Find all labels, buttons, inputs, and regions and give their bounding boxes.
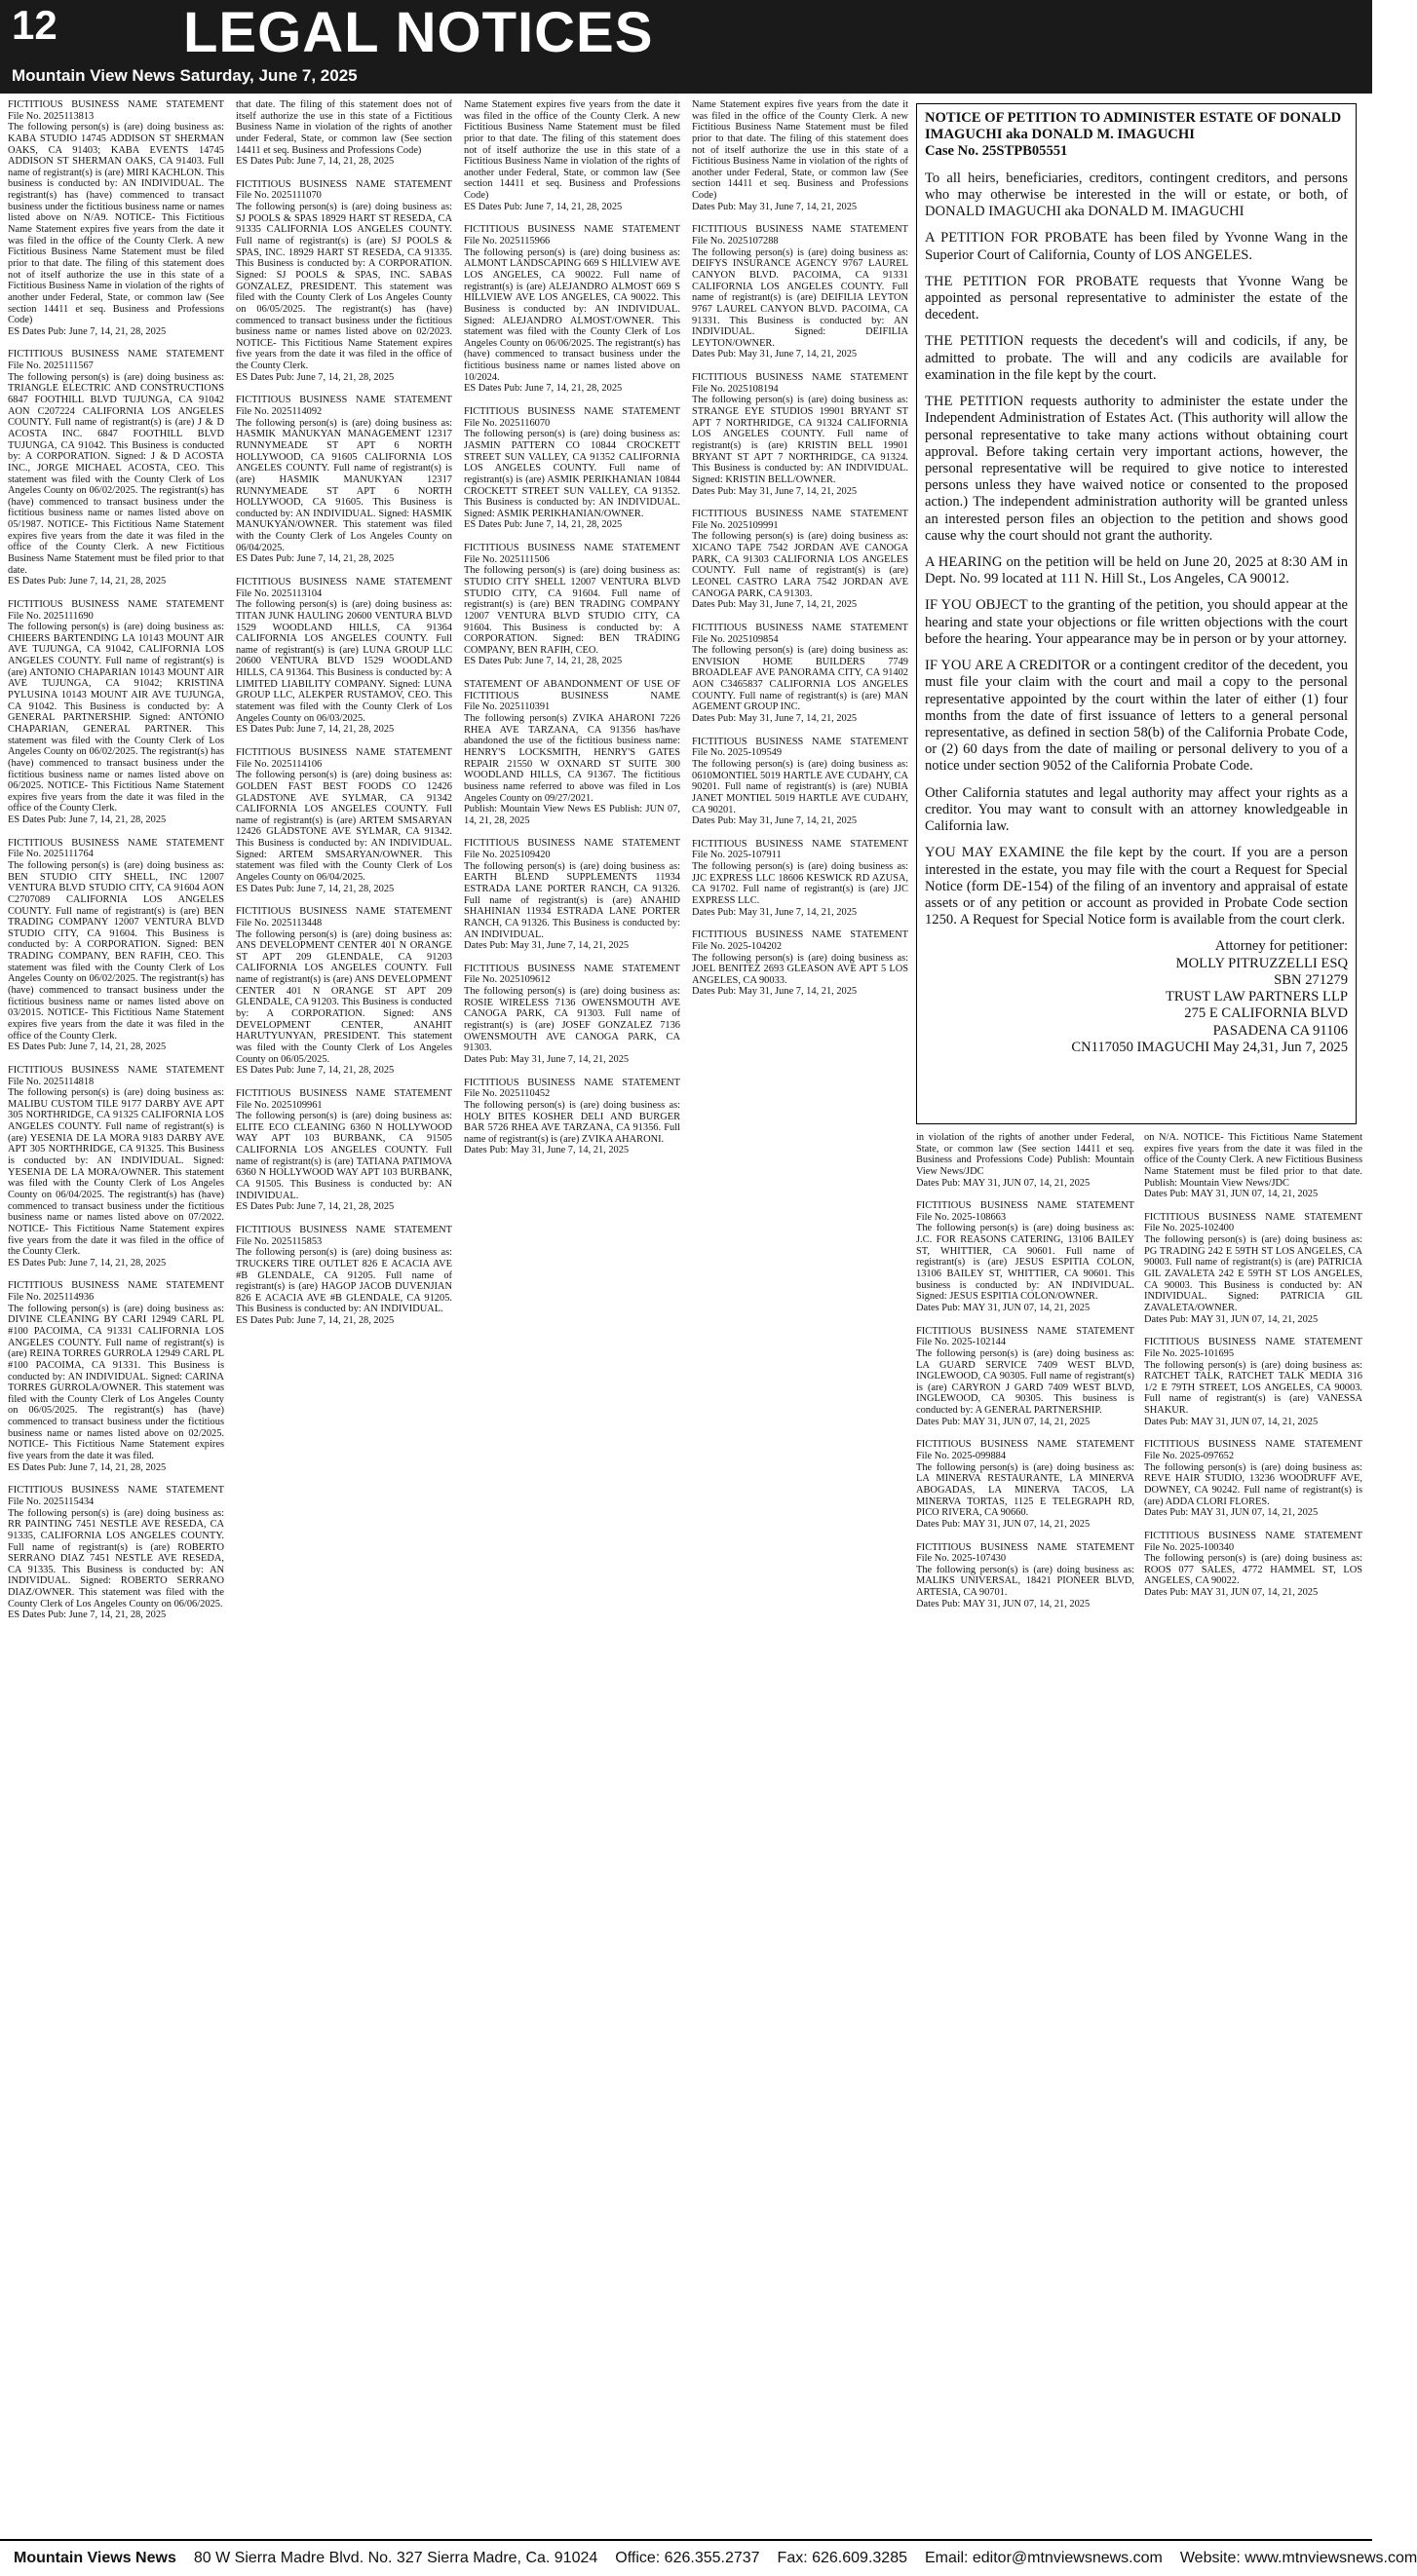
legal-notice [692,372,908,497]
notice-heading: FICTITIOUS BUSINESS NAME STATEMENT [692,838,908,850]
notice-body: Name Statement expires five years from the date it was filed in the office of the County Clerk. A new Fictitious Business Name Statement must be filed prior to that date. The filing of this statement does not of itself authorize the use in this state of a Fictitious Business Name in violation of the rights of another under Federal, State, or common law (See section 14411 et seq. Business and Professions Code) [464,99,680,202]
notice-body: The following person(s) is (are) doing business as: BEN STUDIO CITY SHELL, INC 12007 VENTURA BLVD STUDIO CITY, CA 91604 AON C2707089 CALIFORNIA LOS ANGELES COUNTY. Full name of registrant(s) is (are) BEN TRADING COMPANY 12007 VENTURA BLVD STUDIO CITY, CA 91604. This Business is conducted by: A CORPORATION. Signed: BEN TRADING COMPANY, BEN RAFIH, CEO. This statement was filed with the County Clerk of Los Angeles County on 06/02/2025. The registrant(s) has (have) commenced to transact business under the fictitious business name or names listed above on 03/2015. NOTICE- This Fictitious Name Statement expires five years from the date it was filed in the office of the County Clerk. [8,860,224,1042]
legal-notice [916,1200,1134,1313]
lower-notice-column-1 [916,1132,1134,2535]
legal-notice [236,99,452,168]
notice-publication-dates: Dates Pub: MAY 31, JUN 07, 14, 21, 2025 [916,1177,1091,1189]
notice-publication-dates: ES Dates Pub: June 7, 14, 21, 28, 2025 [8,814,167,826]
notice-file-number: File No. 2025-099884 [916,1451,1007,1462]
notice-publication-dates: Dates Pub: MAY 31, JUN 07, 14, 21, 2025 [1144,1507,1319,1519]
legal-notice [1144,1212,1362,1325]
notice-heading: FICTITIOUS BUSINESS NAME STATEMENT [8,1280,224,1292]
notice-body: The following person(s) is (are) doing business as: ROSIE WIRELESS 7136 OWENSMOUTH AVE CANOGA PARK, CA 91303. Full name of registrant(s) is (are) JOSEF GONZALEZ 7136 OWENSMOUTH AVE CANOGA PARK, CA 91303. [464,986,680,1054]
notice-heading: FICTITIOUS BUSINESS NAME STATEMENT [236,906,452,918]
notice-heading: FICTITIOUS BUSINESS NAME STATEMENT [8,1485,224,1496]
legal-notice [692,509,908,611]
notice-file-number: File No. 2025114936 [8,1292,95,1304]
notice-file-number: File No. 2025111506 [464,553,550,565]
notice-heading: STATEMENT OF ABANDONMENT OF USE OF FICTITIOUS BUSINESS NAME [464,679,680,701]
footer-website: Website: www.mtnviewsnews.com [1179,2550,1417,2566]
notice-body: The following person(s) is (are) doing business as: ANS DEVELOPMENT CENTER 401 N ORANGE ST APT 209 GLENDALE, CA 91203 CALIFORNIA LOS ANGELES COUNTY. Full name of registrant(s) is (are) ANS DEVELOPMENT CENTER 401 N ORANGE ST APT 209 GLENDALE, CA 91203. This Business is conducted by: A CORPORATION. Signed: ANS DEVELOPMENT CENTER, ANAHIT HARUTYUNYAN, PRESIDENT. This statement was filed with the County Clerk of Los Angeles County on 06/05/2025. [236,928,452,1065]
notice-publication-dates: ES Dates Pub: June 7, 14, 21, 28, 2025 [464,519,623,531]
notice-body: The following person(s) is (are) doing business as: TRUCKERS TIRE OUTLET 826 E ACACIA AVE #B GLENDALE, CA 91205. Full name of registrant(s) is (are) HAGOP JACOB DUVENJIAN 826 E ACACIA AVE #B GLENDALE, CA 91205. This Business is conducted by: AN INDIVIDUAL. [236,1247,452,1315]
legal-notice [916,1326,1134,1428]
notice-publication-dates: ES Dates Pub: June 7, 14, 21, 28, 2025 [464,201,623,212]
legal-notice [8,349,224,587]
probate-paragraph: YOU MAY EXAMINE the file kept by the court. If you are a person interested in the estate, you may file with the court a Request for Special Notice (form DE-154) of the filing of an inventory and appraisal of estate assets or of any petition or account as provided in Probate Code section 1250. A Request for Special Notice form is available from the court clerk. [925,845,1348,928]
legal-notice [916,1132,1134,1189]
probate-paragraph: IF YOU OBJECT to the granting of the petition, you should appear at the hearing and state your objections or file written objections with the court before the hearing. Your appearance may be in person or by your attorney. [925,597,1348,647]
notice-file-number: File No. 2025110452 [464,1088,551,1100]
legal-notice [692,737,908,827]
notice-file-number: File No. 2025108194 [692,383,779,395]
notice-file-number: File No. 2025-101695 [1144,1347,1235,1359]
notice-publication-dates: Dates Pub: May 31, June 7, 14, 21, 2025 [692,815,858,827]
notice-file-number: File No. 2025109991 [692,519,779,531]
notice-file-number: File No. 2025-107911 [692,850,782,861]
notice-publication-dates: ES Dates Pub: June 7, 14, 21, 28, 2025 [236,724,395,736]
notice-file-number: File No. 2025113104 [236,587,323,599]
notice-file-number: File No. 2025111070 [236,190,322,202]
lower-notice-column-2 [1144,1132,1362,2535]
notice-publication-dates: Dates Pub: MAY 31, JUN 07, 14, 21, 2025 [916,1518,1091,1530]
legal-notice [464,838,680,951]
notice-heading: FICTITIOUS BUSINESS NAME STATEMENT [236,1087,452,1099]
notice-file-number: File No. 2025-097652 [1144,1451,1235,1462]
notice-column-4 [692,99,908,2539]
notice-file-number: File No. 2025109612 [464,974,551,986]
legal-notice [8,1065,224,1269]
notice-file-number: File No. 2025-100340 [1144,1541,1235,1553]
notice-body: The following person(s) is (are) doing business as: JASMIN PATTERN CO 10844 CROCKETT STREET SUN VALLEY, CA 91352 CALIFORNIA LOS ANGELES COUNTY. Full name of registrant(s) is (are) ASMIK PERIKHANIAN 10844 CROCKETT STREET SUN VALLEY, CA 91352. This Business is conducted by: AN INDIVIDUAL. Signed: ASMIK PERIKHANIAN/OWNER. [464,429,680,519]
notice-body: Name Statement expires five years from the date it was filed in the office of the County Clerk. A new Fictitious Business Name Statement must be filed prior to that date. The filing of this statement does not of itself authorize the use in this state of a Fictitious Business Name in violation of the rights of another under Federal, State, or common law (See section 14411 et seq. Business and Professions Code) [692,99,908,202]
notice-publication-dates: Dates Pub: May 31, June 7, 14, 21, 2025 [692,485,858,497]
legal-notice [8,1280,224,1473]
legal-notice [1144,1439,1362,1518]
notice-body: The following person(s) is (are) doing business as: DIVINE CLEANING BY CARI 12949 CARL PL #100 PACOIMA, CA 91331 CALIFORNIA LOS ANGELES COUNTY. Full name of registrant(s) is (are) REINA TORRES GURROLA 12949 CARL PL #100 PACOIMA, CA 91331. This Business is conducted by: AN INDIVIDUAL. Signed: CARINA TORRES GURROLA/OWNER. This statement was filed with the County Clerk of Los Angeles County on 06/05/2025. The registrant(s) has (have) commenced to transact business under the fictitious business name or names listed above on 02/2025. NOTICE- This Fictitious Name Statement expires five years from the date it was filed. [8,1303,224,1462]
probate-paragraph: A HEARING on the petition will be held on June 20, 2025 at 8:30 AM in Dept. No. 99 located at 111 N. Hill St., Los Angeles, CA 90012. [925,554,1348,587]
notice-body: The following person(s) is (are) doing business as: LA GUARD SERVICE 7409 WEST BLVD, INGLEWOOD, CA 90305. Full name of registrant(s) is (are) CARYRON J GARD 7409 WEST BLVD, INGLEWOOD, CA 90305. This business is conducted by: A GENERAL PARTNERSHIP. [916,1347,1134,1417]
probate-paragraph: THE PETITION requests the decedent's will and codicils, if any, be admitted to probate. The will and any codicils are available for examination in the file kept by the court. [925,333,1348,383]
legal-notice [8,599,224,826]
probate-case-number: Case No. 25STPB05551 [925,143,1068,160]
legal-notice [692,99,908,212]
notice-file-number: File No. 2025-104202 [692,940,783,952]
page-number: 12 [12,2,57,48]
notice-body: The following person(s) is (are) doing business as: MALIBU CUSTOM TILE 9177 DARBY AVE APT 305 NORTHRIDGE, CA 91325 CALIFORNIA LOS ANGELES COUNTY. Full name of registrant(s) is (are) YESENIA DE LA MORA 9183 DARBY AVE APT 305 NORTHRIDGE, CA 91325. This Business is conducted by: AN INDIVIDUAL. Signed: YESENIA DE LA MORA/OWNER. This statement was filed with the County Clerk of Los Angeles County on 06/04/2025. The registrant(s) has (have) commenced to transact business under the fictitious business name or names listed above on 07/2022. NOTICE- This Fictitious Name Statement expires five years from the date it was filed in the office of the County Clerk. [8,1087,224,1258]
legal-notice [464,543,680,667]
notice-heading: FICTITIOUS BUSINESS NAME STATEMENT [464,543,680,554]
notice-heading: FICTITIOUS BUSINESS NAME STATEMENT [692,509,908,520]
notice-publication-dates: ES Dates Pub: June 7, 14, 21, 28, 2025 [236,1315,395,1327]
legal-notice [236,906,452,1077]
notice-file-number: File No. 2025116070 [464,417,551,429]
probate-body [925,170,1348,929]
attorney-line: MOLLY PITRUZZELLI ESQ [1175,955,1348,971]
notice-body: The following person(s) ZVIKA AHARONI 7226 RHEA AVE TARZANA, CA 91356 has/have abandoned the use of the fictitious business name: HENRY'S LOCKSMITH, HENRY'S GATES REPAIR 21550 W OXNARD ST SUITE 300 WOODLAND HILLS, CA 91367. The fictitious business name referred to above was filed in Los Angeles County on 09/27/2021. [464,713,680,804]
notice-file-number: File No. 2025114818 [8,1076,95,1087]
notice-publication-dates: Dates Pub: May 31, June 7, 14, 21, 2025 [692,201,858,212]
notice-heading: FICTITIOUS BUSINESS NAME STATEMENT [464,963,680,974]
legal-notice [1144,1132,1362,1200]
notice-heading: FICTITIOUS BUSINESS NAME STATEMENT [692,372,908,384]
notice-body: that date. The filing of this statement does not of itself authorize the use in this state of a Fictitious Business Name in violation of the rights of another under Federal, State, or common law (See section 14411 et seq. Business and Professions Code) [236,99,452,156]
probate-paragraph: IF YOU ARE A CREDITOR or a contingent creditor of the decedent, you must file your claim with the court and mail a copy to the personal representative appointed by the court within the later of either (1) four months from the date of first issuance of letters to a general personal representative, as defined in section 58(b) of the California Probate Code, or (2) 60 days from the date of mailing or personal delivery to you of a notice under section 9052 of the California Probate Code. [925,658,1348,775]
notice-publication-dates: Publish: Mountain View News ES Publish: JUN 07, 14, 21, 28, 2025 [464,804,680,826]
notice-heading: FICTITIOUS BUSINESS NAME STATEMENT [692,929,908,941]
notice-publication-dates: Dates Pub: May 31, June 7, 14, 21, 2025 [692,713,858,725]
attorney-line: SBN 271279 [1274,971,1348,988]
notice-publication-dates: Dates Pub: MAY 31, JUN 07, 14, 21, 2025 [1144,1313,1319,1325]
notice-body: on N/A. NOTICE- This Fictitious Name Statement expires five years from the date it was filed in the office of the County Clerk. A new Fictitious Business Name Statement must be filed prior to that date. Publish: Mountain View News/JDC [1144,1132,1362,1189]
notice-heading: FICTITIOUS BUSINESS NAME STATEMENT [916,1541,1134,1553]
notice-column-2 [236,99,452,2539]
notice-heading: FICTITIOUS BUSINESS NAME STATEMENT [464,838,680,850]
notice-publication-dates: Dates Pub: MAY 31, JUN 07, 14, 21, 2025 [916,1416,1091,1427]
notice-heading: FICTITIOUS BUSINESS NAME STATEMENT [1144,1530,1362,1541]
notice-publication-dates: Dates Pub: MAY 31, JUN 07, 14, 21, 2025 [916,1598,1091,1610]
notice-body: The following person(s) is (are) doing business as: DEIFYS INSURANCE AGENCY 9767 LAUREL CANYON BLVD. PACOIMA, CA 91331 CALIFORNIA LOS ANGELES COUNTY. Full name of registrant(s) is (are) DEIFILIA LEYTON 9767 LAUREL CANYON BLVD. PACOIMA, CA 91331. This Business is conducted by: AN INDIVIDUAL. Signed: DEIFILIA LEYTON/OWNER. [692,246,908,349]
notice-publication-dates: Dates Pub: May 31, June 7, 14, 21, 2025 [692,986,858,998]
notice-publication-dates: ES Dates Pub: June 7, 14, 21, 28, 2025 [236,553,395,565]
notice-heading: FICTITIOUS BUSINESS NAME STATEMENT [8,837,224,849]
notice-heading: FICTITIOUS BUSINESS NAME STATEMENT [236,746,452,758]
notice-publication-dates: Dates Pub: May 31, June 7, 14, 21, 2025 [464,1053,630,1065]
notice-heading: FICTITIOUS BUSINESS NAME STATEMENT [8,598,224,610]
notice-file-number: File No. 2025115434 [8,1496,95,1507]
legal-notice [692,839,908,918]
notice-heading: FICTITIOUS BUSINESS NAME STATEMENT [1144,1337,1362,1348]
notice-body: The following person(s) is (are) doing business as: TITAN JUNK HAULING 20600 VENTURA BLVD 1529 WOODLAND HILLS, CA 91364 CALIFORNIA LOS ANGELES COUNTY. Full name of registrant(s) is (are) LUNA GROUP LLC 20600 VENTURA BLVD 1529 WOODLAND HILLS, CA 91364. This Business is conducted by: A LIMITED LIABILITY COMPANY. Signed: LUNA GROUP LLC, ALEKPER RUSTAMOV, CEO. This statement was filed with the County Clerk of Los Angeles County on 06/03/2025. [236,599,452,724]
notice-body: The following person(s) is (are) doing business as: REVE HAIR STUDIO, 13236 WOODRUFF AVE, DOWNEY, CA 90242. Full name of registrant(s) is (are) ADDA CLORI FLORES. [1144,1461,1362,1507]
notice-heading: FICTITIOUS BUSINESS NAME STATEMENT [8,1064,224,1076]
footer-publication-name: Mountain Views News [14,2550,176,2566]
notice-publication-dates: Dates Pub: May 31, June 7, 14, 21, 2025 [692,906,858,918]
notice-file-number: File No. 2025-108663 [916,1211,1007,1223]
legal-notice [464,99,680,212]
notice-heading: FICTITIOUS BUSINESS NAME STATEMENT [236,395,452,406]
footer-address: 80 W Sierra Madre Blvd. No. 327 Sierra Madre, Ca. 91024 [193,2550,598,2566]
notice-heading: FICTITIOUS BUSINESS NAME STATEMENT [464,224,680,236]
notice-publication-dates: ES Dates Pub: June 7, 14, 21, 28, 2025 [236,883,395,894]
legal-notice [236,747,452,894]
notice-publication-dates: Dates Pub: May 31, June 7, 14, 21, 2025 [692,349,858,360]
notice-body: The following person(s) is (are) doing business as: RR PAINTING 7451 NESTLE AVE RESEDA, CA 91335, CALIFORNIA LOS ANGELES COUNTY. Full name of registrant(s) is (are) ROBERTO SERRANO DIAZ 7451 NESTLE AVE RESEDA, CA 91335. This Business is conducted by: AN INDIVIDUAL. Signed: ROBERTO SERRANO DIAZ/OWNER. This statement was filed with the County Clerk of Los Angeles County on 06/06/2025. [8,1507,224,1610]
notice-body: The following person(s) is (are) doing business as: LA MINERVA RESTAURANTE, LA MINERVA ABOGADAS, LA MINERVA TACOS, LA MINERVA TORTAS, 1125 E TELEGRAPH RD, PICO RIVERA, CA 90660. [916,1461,1134,1519]
notice-body: The following person(s) is (are) doing business as: GOLDEN FAST BEST FOODS CO 12426 GLADSTONE AVE SYLMAR, CA 91342 CALIFORNIA LOS ANGELES COUNTY. Full name of registrant(s) is (are) ARTEM SMSARYAN 12426 GLADSTONE AVE SYLMAR, CA 91342. This Business is conducted by: AN INDIVIDUAL. Signed: ARTEM SMSARYAN/OWNER. This statement was filed with the County Clerk of Los Angeles County on 06/04/2025. [236,770,452,883]
notice-publication-dates: Dates Pub: MAY 31, JUN 07, 14, 21, 2025 [1144,1416,1319,1427]
notice-file-number: File No. 2025-107430 [916,1553,1007,1565]
notice-body: The following person(s) is (are) doing business as: SJ POOLS & SPAS 18929 HART ST RESEDA, CA 91335 CALIFORNIA LOS ANGELES COUNTY. Full name of registrant(s) is (are) SJ POOLS & SPAS, INC. 18929 HART ST RESEDA, CA 91335. This Business is conducted by: A CORPORATION. Signed: SJ POOLS & SPAS, INC. SABAS GONZALEZ, PRESIDENT. This statement was filed with the County Clerk of Los Angeles County on 06/05/2025. The registrant(s) has (have) commenced to transact business under the fictitious business name or names listed above on 02/2023. NOTICE- This Fictitious Name Statement expires five years from the date it was filed in the office of the County Clerk. [236,202,452,372]
notice-publication-dates: ES Dates Pub: June 7, 14, 21, 28, 2025 [464,656,623,667]
notice-publication-dates: ES Dates Pub: June 7, 14, 21, 28, 2025 [8,576,167,587]
notice-file-number: File No. 2025-102144 [916,1337,1007,1348]
notice-body: The following person(s) is (are) doing business as: JJC EXPRESS LLC 18606 KESWICK RD AZUSA, CA 91702. Full name of registrant(s) is (are) JJC EXPRESS LLC. [692,861,908,906]
probate-attorney-block [925,938,1348,1056]
legal-notice [236,395,452,565]
notice-body: The following person(s) is (are) doing business as: RATCHET TALK, RATCHET TALK MEDIA 316 1/2 E 79TH STREET, LOS ANGELES, CA 90003. Full name of registrant(s) is (are) VANESSA SHAKUR. [1144,1359,1362,1417]
notice-body: The following person(s) is (are) doing business as: ENVISION HOME BUILDERS 7749 BROADLEAF AVE PANORAMA CITY, CA 91402 AON C3465837 CALIFORNIA LOS ANGELES COUNTY. Full name of registrant(s) is (are) MAN AGEMENT GROUP INC. [692,645,908,713]
notice-heading: FICTITIOUS BUSINESS NAME STATEMENT [916,1325,1134,1337]
notice-body: The following person(s) is (are) doing business as: JOEL BENITEZ 2693 GLEASON AVE APT 5 LOS ANGELES, CA 90033. [692,952,908,986]
probate-notice [916,103,1357,1124]
legal-notice [692,929,908,998]
probate-paragraph: A PETITION FOR PROBATE has been filed by Yvonne Wang in the Superior Court of California, County of LOS ANGELES. [925,230,1348,263]
attorney-line: TRUST LAW PARTNERS LLP [1165,989,1348,1005]
notice-heading: FICTITIOUS BUSINESS NAME STATEMENT [8,99,224,110]
legal-notice [692,623,908,725]
probate-title: NOTICE OF PETITION TO ADMINISTER ESTATE OF DONALD IMAGUCHI aka DONALD M. IMAGUCHI [925,110,1342,143]
attorney-line: PASADENA CA 91106 [1212,1022,1348,1039]
notice-heading: FICTITIOUS BUSINESS NAME STATEMENT [464,1077,680,1088]
notice-body: The following person(s) is (are) doing business as: TRIANGLE ELECTRIC AND CONSTRUCTIONS 6847 FOOTHILL BLVD TUJUNGA, CA 91042 AON C207224 CALIFORNIA LOS ANGELES COUNTY. Full name of registrant(s) is (are) J & D ACOSTA INC. 6847 FOOTHILL BLVD TUJUNGA, CA 91042. This Business is conducted by: A CORPORATION. Signed: J & D ACOSTA INC., JORGE MICHAEL ACOSTA, CEO. This statement was filed with the County Clerk of Los Angeles County on 06/02/2025. The registrant(s) has (have) commenced to transact business under the fictitious business name or names listed above on 05/1987. NOTICE- This Fictitious Name Statement expires five years from the date it was filed in the office of the County Clerk. A new Fictitious Business Name Statement must be filed prior to that date. [8,371,224,576]
notice-heading: FICTITIOUS BUSINESS NAME STATEMENT [916,1200,1134,1212]
legal-notice [464,964,680,1066]
notice-publication-dates: ES Dates Pub: June 7, 14, 21, 28, 2025 [236,1065,395,1077]
notice-file-number: File No. 2025-109549 [692,747,783,759]
section-title: LEGAL NOTICES [183,1,654,64]
notice-heading: FICTITIOUS BUSINESS NAME STATEMENT [916,1439,1134,1451]
notice-file-number: File No. 2025115966 [464,236,551,247]
legal-notice [236,179,452,384]
notice-publication-dates: ES Dates Pub: June 7, 14, 21, 28, 2025 [8,1257,167,1269]
masthead [0,0,1372,94]
attorney-line: Attorney for petitioner: [1214,938,1348,955]
notice-file-number: File No. 2025110391 [464,701,551,713]
legal-notice [464,679,680,826]
notice-publication-dates: ES Dates Pub: June 7, 14, 21, 28, 2025 [8,1461,167,1473]
notice-publication-dates: ES Dates Pub: June 7, 14, 21, 28, 2025 [236,371,395,383]
notice-file-number: File No. 2025113813 [8,110,95,122]
legal-notice [692,224,908,360]
footer-fax: Fax: 626.609.3285 [777,2550,907,2566]
notice-publication-dates: ES Dates Pub: June 7, 14, 21, 28, 2025 [8,1042,167,1053]
notice-body: The following person(s) is (are) doing business as: ROOS 077 SALES, 4772 HAMMEL ST, LOS ANGELES, CA 90022. [1144,1553,1362,1587]
notice-publication-dates: ES Dates Pub: June 7, 14, 21, 28, 2025 [8,1610,167,1621]
notice-column-3 [464,99,680,2539]
notice-body: The following person(s) is (are) doing business as: CHIEERS BARTENDING LA 10143 MOUNT AIR AVE TUJUNGA, CA 91042, CALIFORNIA LOS ANGELES COUNTY. Full name of registrant(s) is (are) ANTONIO CHAPARIAN 10143 MOUNT AIR AVE TUJUNGA, CA 91042; KRISTINA PYLUSINA 10143 MOUNT AIR AVE TUJUNGA, CA 91042. This Business is conducted by: A GENERAL PARTNERSHIP. Signed: ANTONIO CHAPARIAN, GENERAL PARTNER. This statement was filed with the County Clerk of Los Angeles County on 06/02/2025. The registrant(s) has (have) commenced to transact business under the fictitious business name or names listed above on 06/2025. NOTICE- This Fictitious Name Statement expires five years from the date it was filed in the office of the County Clerk. [8,622,224,814]
legal-notice [916,1439,1134,1530]
notice-body: The following person(s) is (are) doing business as: HOLY BITES KOSHER DELI AND BURGER BAR 5726 RHEA AVE TARZANA, CA 91356. Full name of registrant(s) is (are) ZVIKA AHARONI. [464,1099,680,1145]
notice-publication-dates: Dates Pub: May 31, June 7, 14, 21, 2025 [692,599,858,611]
attorney-line: CN117050 IMAGUCHI May 24,31, Jun 7, 2025 [1071,1039,1348,1055]
footer-office-phone: Office: 626.355.2737 [615,2550,760,2566]
legal-notice [1144,1531,1362,1599]
notice-heading: FICTITIOUS BUSINESS NAME STATEMENT [692,622,908,633]
notice-publication-dates: ES Dates Pub: June 7, 14, 21, 28, 2025 [8,325,167,337]
notice-publication-dates: Dates Pub: MAY 31, JUN 07, 14, 21, 2025 [916,1302,1091,1313]
notice-file-number: File No. 2025113448 [236,917,323,928]
notice-body: The following person(s) is (are) doing business as: KABA STUDIO 14745 ADDISON ST SHERMAN OAKS, CA 91403; KABA EVENTS 14745 ADDISON ST SHERMAN OAKS, CA 91403. Full name of registrant(s) is (are) MIRI KACHLON. This business is conducted by: AN INDIVIDUAL. The registrant(s) has (have) commenced to transact business under the fictitious business name or names listed above on N/A9. NOTICE- This Fictitious Name Statement expires five years from the date it was filed in the office of the County Clerk. A new Fictitious Business Name Statement must be filed prior to that date. The filing of this statement does not of itself authorize the use in this state of a Fictitious Business Name in violation of the rights of another under Federal, State, or common law (See section 14411 et seq. Business and Professions Code) [8,122,224,326]
probate-paragraph: THE PETITION requests authority to administer the estate under the Independent Administration of Estates Act. (This authority will allow the personal representative to take many actions without obtaining court approval. Before taking certain very important actions, however, the personal representative will be required to give notice to interested persons unless they have waived notice or consented to the proposed action.) The independent administration authority will be granted unless an interested person files an objection to the petition and shows good cause why the court should not grant the authority. [925,394,1348,544]
notice-body: The following person(s) is (are) doing business as: J.C. FOR REASONS CATERING, 13106 BAILEY ST, WHITTIER, CA 90601. Full name of registrant(s) is (are) JESUS ESPITIA COLON, 13106 BAILEY ST, WHITTIER, CA 90601. This business is conducted by: AN INDIVIDUAL. Signed: JESUS ESPITIA COLON/OWNER. [916,1223,1134,1303]
notice-file-number: File No. 2025109854 [692,633,779,645]
dateline: Mountain View News Saturday, June 7, 2025 [12,66,358,85]
notice-file-number: File No. 2025111690 [8,610,94,622]
legal-notice [464,1078,680,1156]
notice-body: The following person(s) is (are) doing business as: STUDIO CITY SHELL 12007 VENTURA BLVD STUDIO CITY, CA 91604. Full name of registrant(s) is (are) BEN TRADING COMPANY 12007 VENTURA BLVD STUDIO CITY, CA 91604. This Business is conducted by: A CORPORATION. Signed: BEN TRADING COMPANY, BEN RAFIH, CEO. [464,565,680,656]
notice-body: in violation of the rights of another under Federal, State, or common law (See section 14411 et seq. Business and Professions Code) Publish: Mountain View News/JDC [916,1132,1134,1177]
notice-body: The following person(s) is (are) doing business as: STRANGE EYE STUDIOS 19901 BRYANT ST APT 7 NORTHRIDGE, CA 91324 CALIFORNIA LOS ANGELES COUNTY. Full name of registrant(s) is (are) KRISTIN BELL 19901 BRYANT ST APT 7 NORTHRIDGE, CA 91324. This Business is conducted by: AN INDIVIDUAL. Signed: KRISTIN BELL/OWNER. [692,395,908,485]
notice-file-number: File No. 2025111764 [8,849,94,860]
notice-publication-dates: Dates Pub: May 31, June 7, 14, 21, 2025 [464,940,630,952]
notice-heading: FICTITIOUS BUSINESS NAME STATEMENT [8,349,224,360]
notice-heading: FICTITIOUS BUSINESS NAME STATEMENT [1144,1439,1362,1451]
footer-email: Email: editor@mtnviewsnews.com [924,2550,1163,2566]
notice-body: The following person(s) is (are) doing business as: XICANO TAPE 7542 JORDAN AVE CANOGA PARK, CA 91303 CALIFORNIA LOS ANGELES COUNTY. Full name of registrant(s) is (are) LEONEL CASTRO LARA 7542 JORDAN AVE CANOGA PARK, CA 91303. [692,531,908,599]
notice-file-number: File No. 2025-102400 [1144,1223,1235,1234]
notice-file-number: File No. 2025115853 [236,1235,323,1247]
notice-file-number: File No. 2025109420 [464,850,551,861]
notice-file-number: File No. 2025111567 [8,360,94,372]
legal-notice [464,406,680,531]
notice-publication-dates: ES Dates Pub: June 7, 14, 21, 28, 2025 [236,1201,395,1213]
legal-notice [236,577,452,736]
notice-heading: FICTITIOUS BUSINESS NAME STATEMENT [464,406,680,418]
notice-heading: FICTITIOUS BUSINESS NAME STATEMENT [236,1224,452,1235]
notice-file-number: File No. 2025107288 [692,236,779,247]
notice-body: The following person(s) is (are) doing business as: ALMONT LANDSCAPING 669 S HILLVIEW AVE LOS ANGELES, CA 90022. Full name of registrant(s) is (are) ALEJANDRO ALMOST 669 S HILLVIEW AVE LOS ANGELES, CA 90022. This Business is conducted by: AN INDIVIDUAL. Signed: ALEJANDRO ALMOST/OWNER. This statement was filed with the County Clerk of Los Angeles County on 06/06/2025. The registrant(s) has (have) commenced to transact business under the fictitious business name or names listed above on 10/2024. [464,246,680,383]
notice-file-number: File No. 2025114092 [236,406,323,418]
notice-heading: FICTITIOUS BUSINESS NAME STATEMENT [236,576,452,587]
attorney-line: 275 E CALIFORNIA BLVD [1184,1005,1348,1022]
notice-body: The following person(s) is (are) doing business as: HASMIK MANUKYAN MANAGEMENT 12317 RUNNYMEADE ST APT 6 NORTH HOLLYWOOD, CA 91605 CALIFORNIA LOS ANGELES COUNTY. Full name of registrant(s) is (are) HASMIK MANUKYAN 12317 RUNNYMEADE ST APT 6 NORTH HOLLYWOOD, CA 91605. This Business is conducted by: AN INDIVIDUAL. Signed: HASMIK MANUKYAN/OWNER. This statement was filed with the County Clerk of Los Angeles County on 06/04/2025. [236,417,452,553]
notice-heading: FICTITIOUS BUSINESS NAME STATEMENT [1144,1211,1362,1223]
notice-publication-dates: Dates Pub: MAY 31, JUN 07, 14, 21, 2025 [1144,1587,1319,1599]
notice-file-number: File No. 2025114106 [236,758,323,770]
page-footer [0,2539,1417,2576]
legal-notice [236,1225,452,1327]
legal-notice [8,1485,224,1621]
legal-notice [8,99,224,337]
legal-notice [916,1542,1134,1610]
notice-body: The following person(s) is (are) doing business as: MALIKS UNIVERSAL, 18421 PIONEER BLVD, ARTESIA, CA 90701. [916,1564,1134,1599]
legal-notice [464,224,680,395]
notice-publication-dates: ES Dates Pub: June 7, 14, 21, 28, 2025 [464,383,623,395]
notice-column-1 [8,99,224,2539]
notice-body: The following person(s) is (are) doing business as: EARTH BLEND SUPPLEMENTS 11934 ESTRADA LANE PORTER RANCH, CA 91326. Full name of registrant(s) is (are) ANAHID SHAHINIAN 11934 ESTRADA LANE PORTER RANCH, CA 91326. This Business is conducted by: AN INDIVIDUAL. [464,860,680,940]
notice-publication-dates: ES Dates Pub: June 7, 14, 21, 28, 2025 [236,156,395,168]
notice-heading: FICTITIOUS BUSINESS NAME STATEMENT [236,178,452,190]
probate-paragraph: Other California statutes and legal authority may affect your rights as a creditor. You may want to consult with an attorney knowledgeable in California law. [925,784,1348,835]
notice-heading: FICTITIOUS BUSINESS NAME STATEMENT [692,224,908,236]
legal-notice [236,1088,452,1213]
notice-heading: FICTITIOUS BUSINESS NAME STATEMENT [692,736,908,747]
notice-body: The following person(s) is (are) doing business as: PG TRADING 242 E 59TH ST LOS ANGELES, CA 90003. Full name of registrant(s) is (are) PATRICIA GIL ZAVALETA 242 E 59TH ST LOS ANGELES, CA 90003. This Business is conducted by: AN INDIVIDUAL. Signed: PATRICIA GIL ZAVALETA/OWNER. [1144,1234,1362,1313]
legal-notice [8,838,224,1053]
notice-publication-dates: Dates Pub: May 31, June 7, 14, 21, 2025 [464,1145,630,1156]
probate-paragraph: To all heirs, beneficiaries, creditors, contingent creditors, and persons who may otherwise be interested in the will or estate, or both, of DONALD IMAGUCHI aka DONALD M. IMAGUCHI [925,170,1348,220]
notice-file-number: File No. 2025109961 [236,1099,323,1111]
notice-publication-dates: Dates Pub: MAY 31, JUN 07, 14, 21, 2025 [1144,1189,1319,1200]
notice-body: The following person(s) is (are) doing business as: ELITE ECO CLEANING 6360 N HOLLYWOOD WAY APT 103 BURBANK, CA 91505 CALIFORNIA LOS ANGELES COUNTY. Full name of registrant(s) is (are) TATIANA PATIMOVA 6360 N HOLLYWOOD WAY APT 103 BURBANK, CA 91505. This Business is conducted by: AN INDIVIDUAL. [236,1111,452,1201]
notice-body: The following person(s) is (are) doing business as: 0610MONTIEL 5019 HARTLE AVE CUDAHY, CA 90201. Full name of registrant(s) is (are) NUBIA JANET MONTIEL 5019 HARTLE AVE CUDAHY, CA 90201. [692,758,908,815]
probate-paragraph: THE PETITION FOR PROBATE requests that Yvonne Wang be appointed as personal representative to administer the estate of the decedent. [925,273,1348,323]
legal-notice [1144,1337,1362,1427]
